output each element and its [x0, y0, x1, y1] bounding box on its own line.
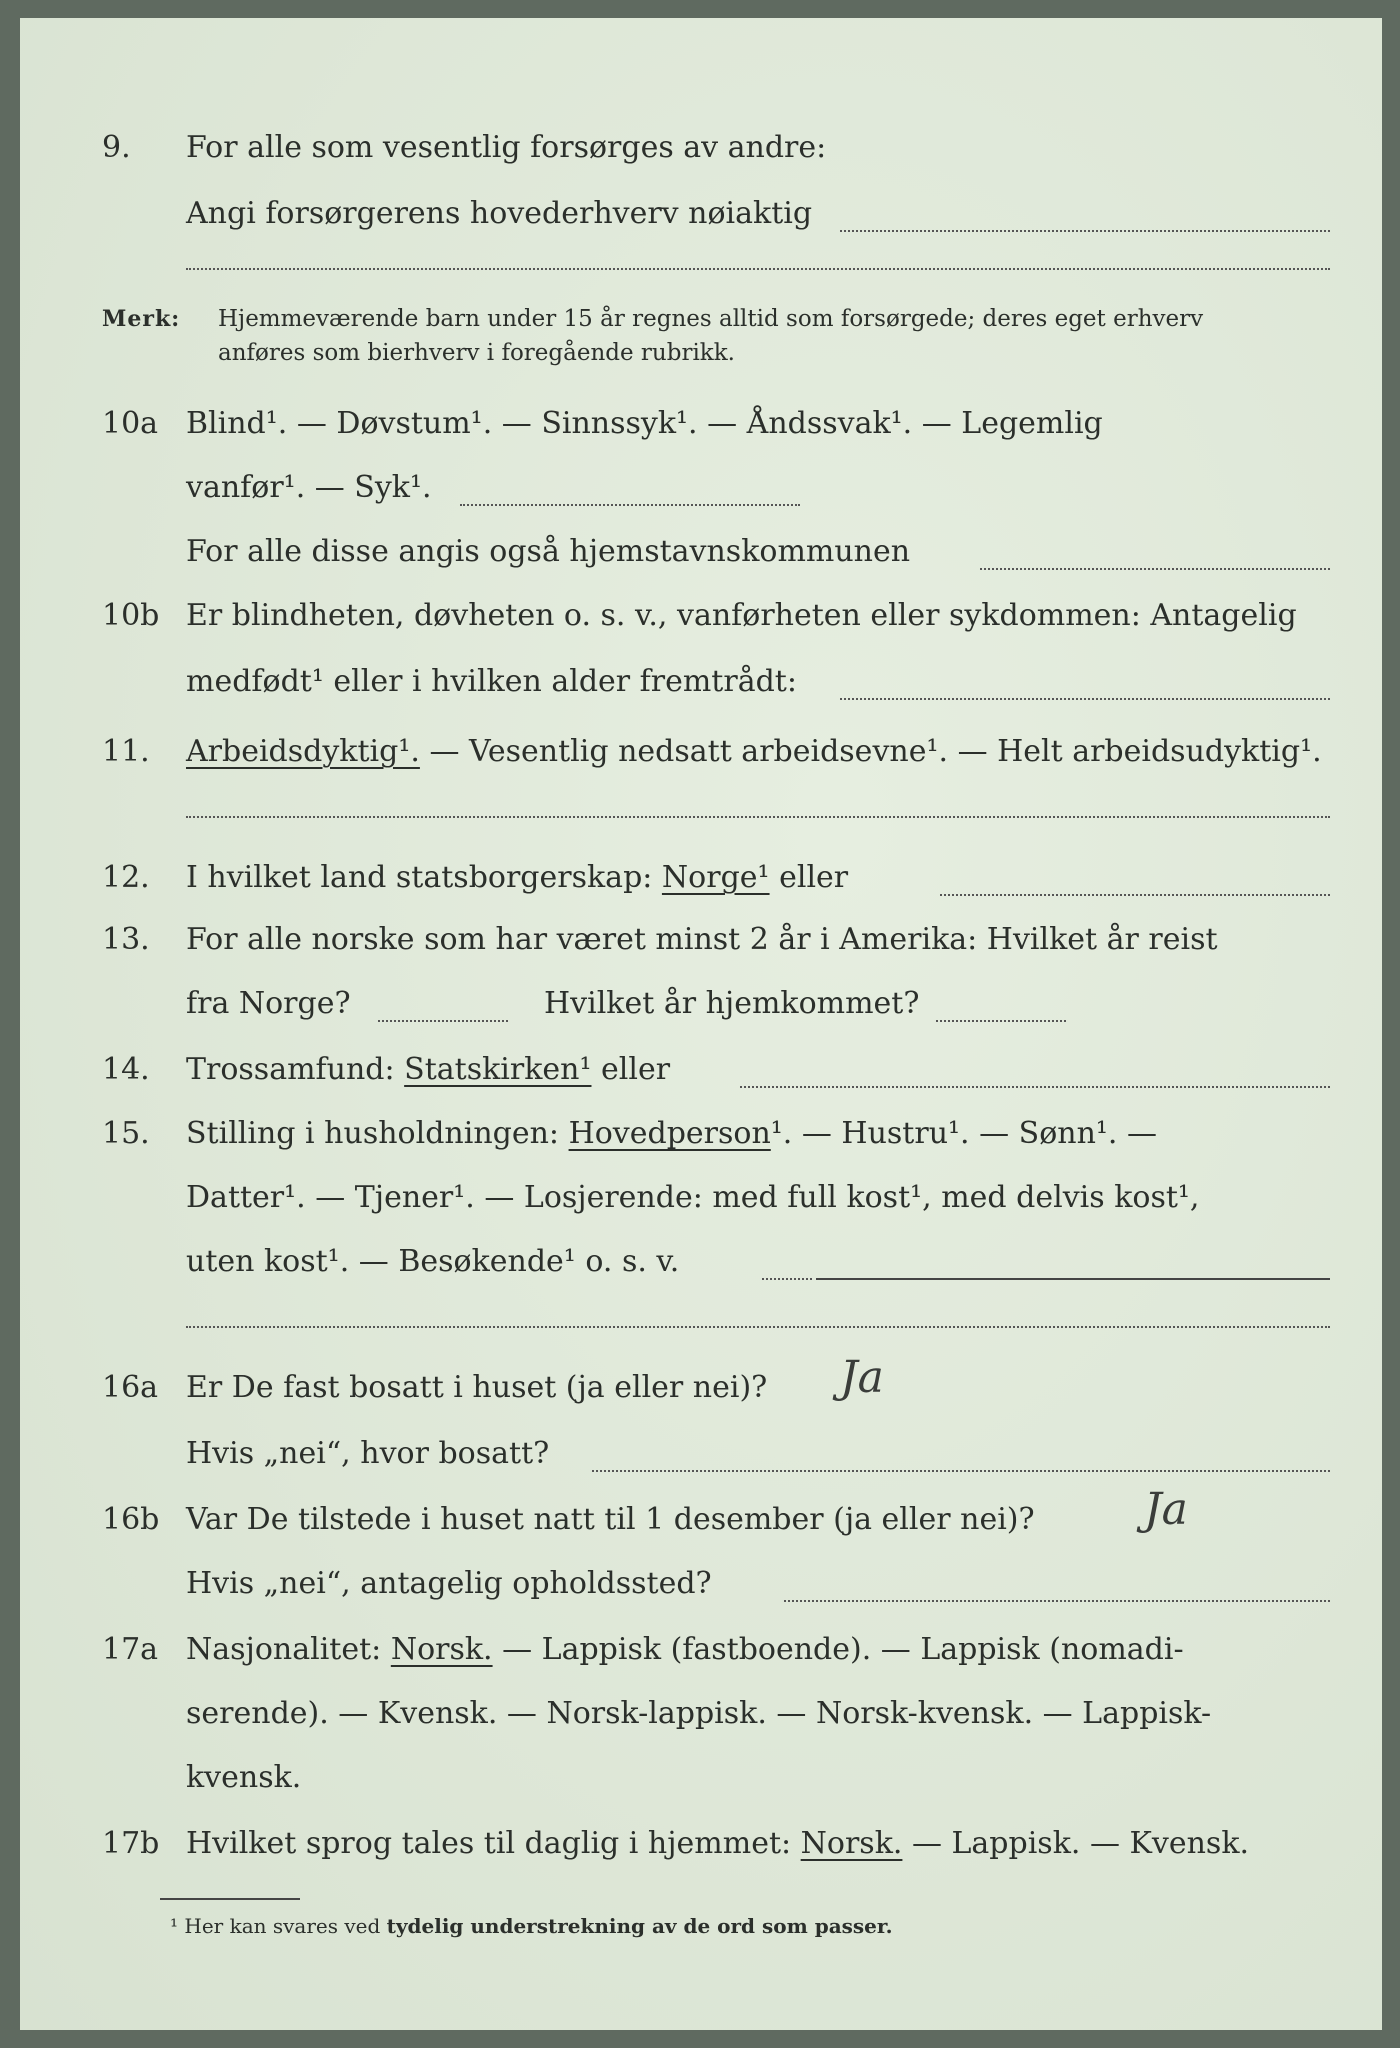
- q17a-post: — Lappisk (fastboende). — Lappisk (nomadi-: [492, 1632, 1184, 1667]
- q14-text: [186, 1052, 670, 1087]
- q17a-row3: [20, 1760, 1382, 1810]
- q15-row: [20, 1116, 1382, 1166]
- q15-line3: uten kost¹. — Besøkende¹ o. s. v.: [186, 1244, 680, 1279]
- q10a-row3: [20, 534, 1382, 584]
- merk-row2: [20, 340, 1382, 390]
- q15-option-selected: Hovedperson: [568, 1116, 771, 1151]
- q11-answer-line[interactable]: [186, 816, 1330, 818]
- q9-line1: For alle som vesentlig forsørges av andre:: [186, 130, 827, 165]
- q13-line2a: fra Norge?: [186, 986, 351, 1021]
- q12-pre: I hvilket land statsborgerskap:: [186, 860, 662, 895]
- q11-option-selected: Arbeidsdyktig¹.: [186, 734, 420, 769]
- q17b-row: [20, 1826, 1382, 1876]
- q16b-row2: [20, 1566, 1382, 1616]
- q14-row: [20, 1052, 1382, 1102]
- q12-option-selected: Norge¹: [661, 860, 770, 895]
- q15-text: [186, 1116, 1157, 1151]
- q10b-number: 10b: [102, 598, 160, 633]
- q11-row: [20, 734, 1382, 784]
- footnote-pre: Her kan svares ved: [184, 1914, 387, 1938]
- q11-rest: — Vesentlig nedsatt arbeidsevne¹. — Helt arbeidsudyktig¹.: [419, 734, 1322, 769]
- q16b-line1: Var De tilstede i huset natt til 1 desember (ja eller nei)?: [186, 1502, 1035, 1537]
- q13-row2: [20, 986, 1382, 1036]
- q11-text: [186, 734, 1322, 769]
- q10a-number: 10a: [102, 406, 159, 441]
- q14-option-selected: Statskirken¹: [404, 1052, 592, 1087]
- q12-answer-line[interactable]: [940, 894, 1330, 896]
- footnote: [170, 1914, 893, 1938]
- q16b-number: 16b: [102, 1502, 160, 1537]
- q9-row: [20, 130, 1382, 180]
- q9-answer-line2[interactable]: [186, 268, 1330, 270]
- q9-answer-line[interactable]: [840, 230, 1330, 232]
- q15-row3: [20, 1244, 1382, 1294]
- q16b-answer-line[interactable]: [784, 1600, 1330, 1602]
- q13-line2b: Hvilket år hjemkommet?: [544, 986, 920, 1021]
- q11-number: 11.: [102, 734, 150, 769]
- q17a-pre: Nasjonalitet:: [186, 1632, 391, 1667]
- q16a-row2: [20, 1436, 1382, 1486]
- q14-answer-line[interactable]: [740, 1086, 1330, 1088]
- q17a-number: 17a: [102, 1632, 159, 1667]
- q15-answer-line[interactable]: [816, 1278, 1330, 1280]
- q13-year-left-line[interactable]: [378, 1020, 508, 1022]
- q16a-answer-line[interactable]: [592, 1470, 1330, 1472]
- q14-pre: Trossamfund:: [186, 1052, 405, 1087]
- q17a-row2: [20, 1696, 1382, 1746]
- merk-label: Merk:: [102, 306, 181, 332]
- merk-line1: Hjemmeværende barn under 15 år regnes alltid som forsørgede; deres eget erhverv: [218, 306, 1204, 332]
- q14-post: eller: [591, 1052, 671, 1087]
- q17b-option-selected: Norsk.: [800, 1826, 903, 1861]
- q13-row: [20, 922, 1382, 972]
- q15-answer-line2[interactable]: [186, 1326, 1330, 1328]
- q10a-row: [20, 406, 1382, 456]
- footnote-rule: [160, 1898, 300, 1900]
- q15-pre: Stilling i husholdningen:: [186, 1116, 569, 1151]
- q17a-text: [186, 1632, 1184, 1667]
- q17b-number: 17b: [102, 1826, 160, 1861]
- q9-number: 9.: [102, 130, 131, 165]
- q10a-line3: For alle disse angis også hjemstavnskommunen: [186, 534, 911, 569]
- footnote-mark: ¹: [170, 1914, 179, 1938]
- q17a-option-selected: Norsk.: [390, 1632, 493, 1667]
- merk-line2: anføres som bierhverv i foregående rubrikk.: [218, 340, 735, 366]
- q15-post: ¹. — Hustru¹. — Sønn¹. —: [770, 1116, 1158, 1151]
- q17b-pre: Hvilket sprog tales til daglig i hjemmet:: [186, 1826, 801, 1861]
- q13-number: 13.: [102, 922, 150, 957]
- q10a-line1: Blind¹. — Døvstum¹. — Sinnssyk¹. — Åndssvak¹. — Legemlig: [186, 406, 1103, 441]
- q10a-line2: vanfør¹. — Syk¹.: [186, 470, 432, 505]
- q13-year-returned-line[interactable]: [936, 1020, 1066, 1022]
- q16b-line2: Hvis „nei“, antagelig opholdssted?: [186, 1566, 712, 1601]
- q15-row2: [20, 1180, 1382, 1230]
- q10a-answer-line[interactable]: [460, 504, 800, 506]
- q16a-line2: Hvis „nei“, hvor bosatt?: [186, 1436, 550, 1471]
- q17b-text: [186, 1826, 1249, 1861]
- q13-line1: For alle norske som har været minst 2 år i Amerika: Hvilket år reist: [186, 922, 1218, 957]
- q10b-row2: [20, 664, 1382, 714]
- q10b-line2: medfødt¹ eller i hvilken alder fremtrådt:: [186, 664, 797, 699]
- q14-number: 14.: [102, 1052, 150, 1087]
- q10a-answer-line2[interactable]: [980, 568, 1330, 570]
- q10a-row2: [20, 470, 1382, 520]
- q9-line2: Angi forsørgerens hovederhverv nøiaktig: [186, 196, 813, 231]
- q17a-row: [20, 1632, 1382, 1682]
- q12-number: 12.: [102, 860, 150, 895]
- q16b-handwritten-answer: Ja: [1144, 1484, 1188, 1535]
- q12-row: [20, 860, 1382, 910]
- q17a-line2: serende). — Kvensk. — Norsk-lappisk. — Norsk-kvensk. — Lappisk-: [186, 1696, 1212, 1731]
- q10b-line1: Er blindheten, døvheten o. s. v., vanførheten eller sykdommen: Antagelig: [186, 598, 1297, 633]
- q10b-answer-line[interactable]: [840, 698, 1330, 700]
- census-form-page: [20, 18, 1382, 2030]
- q16b-row: [20, 1484, 1382, 1552]
- q16a-handwritten-answer: Ja: [840, 1352, 884, 1403]
- q15-line2: Datter¹. — Tjener¹. — Losjerende: med full kost¹, med delvis kost¹,: [186, 1180, 1200, 1215]
- q17b-post: — Lappisk. — Kvensk.: [902, 1826, 1250, 1861]
- footnote-bold: tydelig understrekning av de ord som passer.: [386, 1914, 893, 1938]
- q15-answer-line-dotted[interactable]: [762, 1278, 812, 1280]
- q17a-line3: kvensk.: [186, 1760, 302, 1795]
- q15-number: 15.: [102, 1116, 150, 1151]
- q16a-number: 16a: [102, 1370, 159, 1405]
- q12-post: eller: [769, 860, 849, 895]
- q16a-row: [20, 1352, 1382, 1420]
- q12-text: [186, 860, 848, 895]
- q9-row2: [20, 196, 1382, 246]
- q10b-row: [20, 598, 1382, 648]
- q16a-line1: Er De fast bosatt i huset (ja eller nei)?: [186, 1370, 768, 1405]
